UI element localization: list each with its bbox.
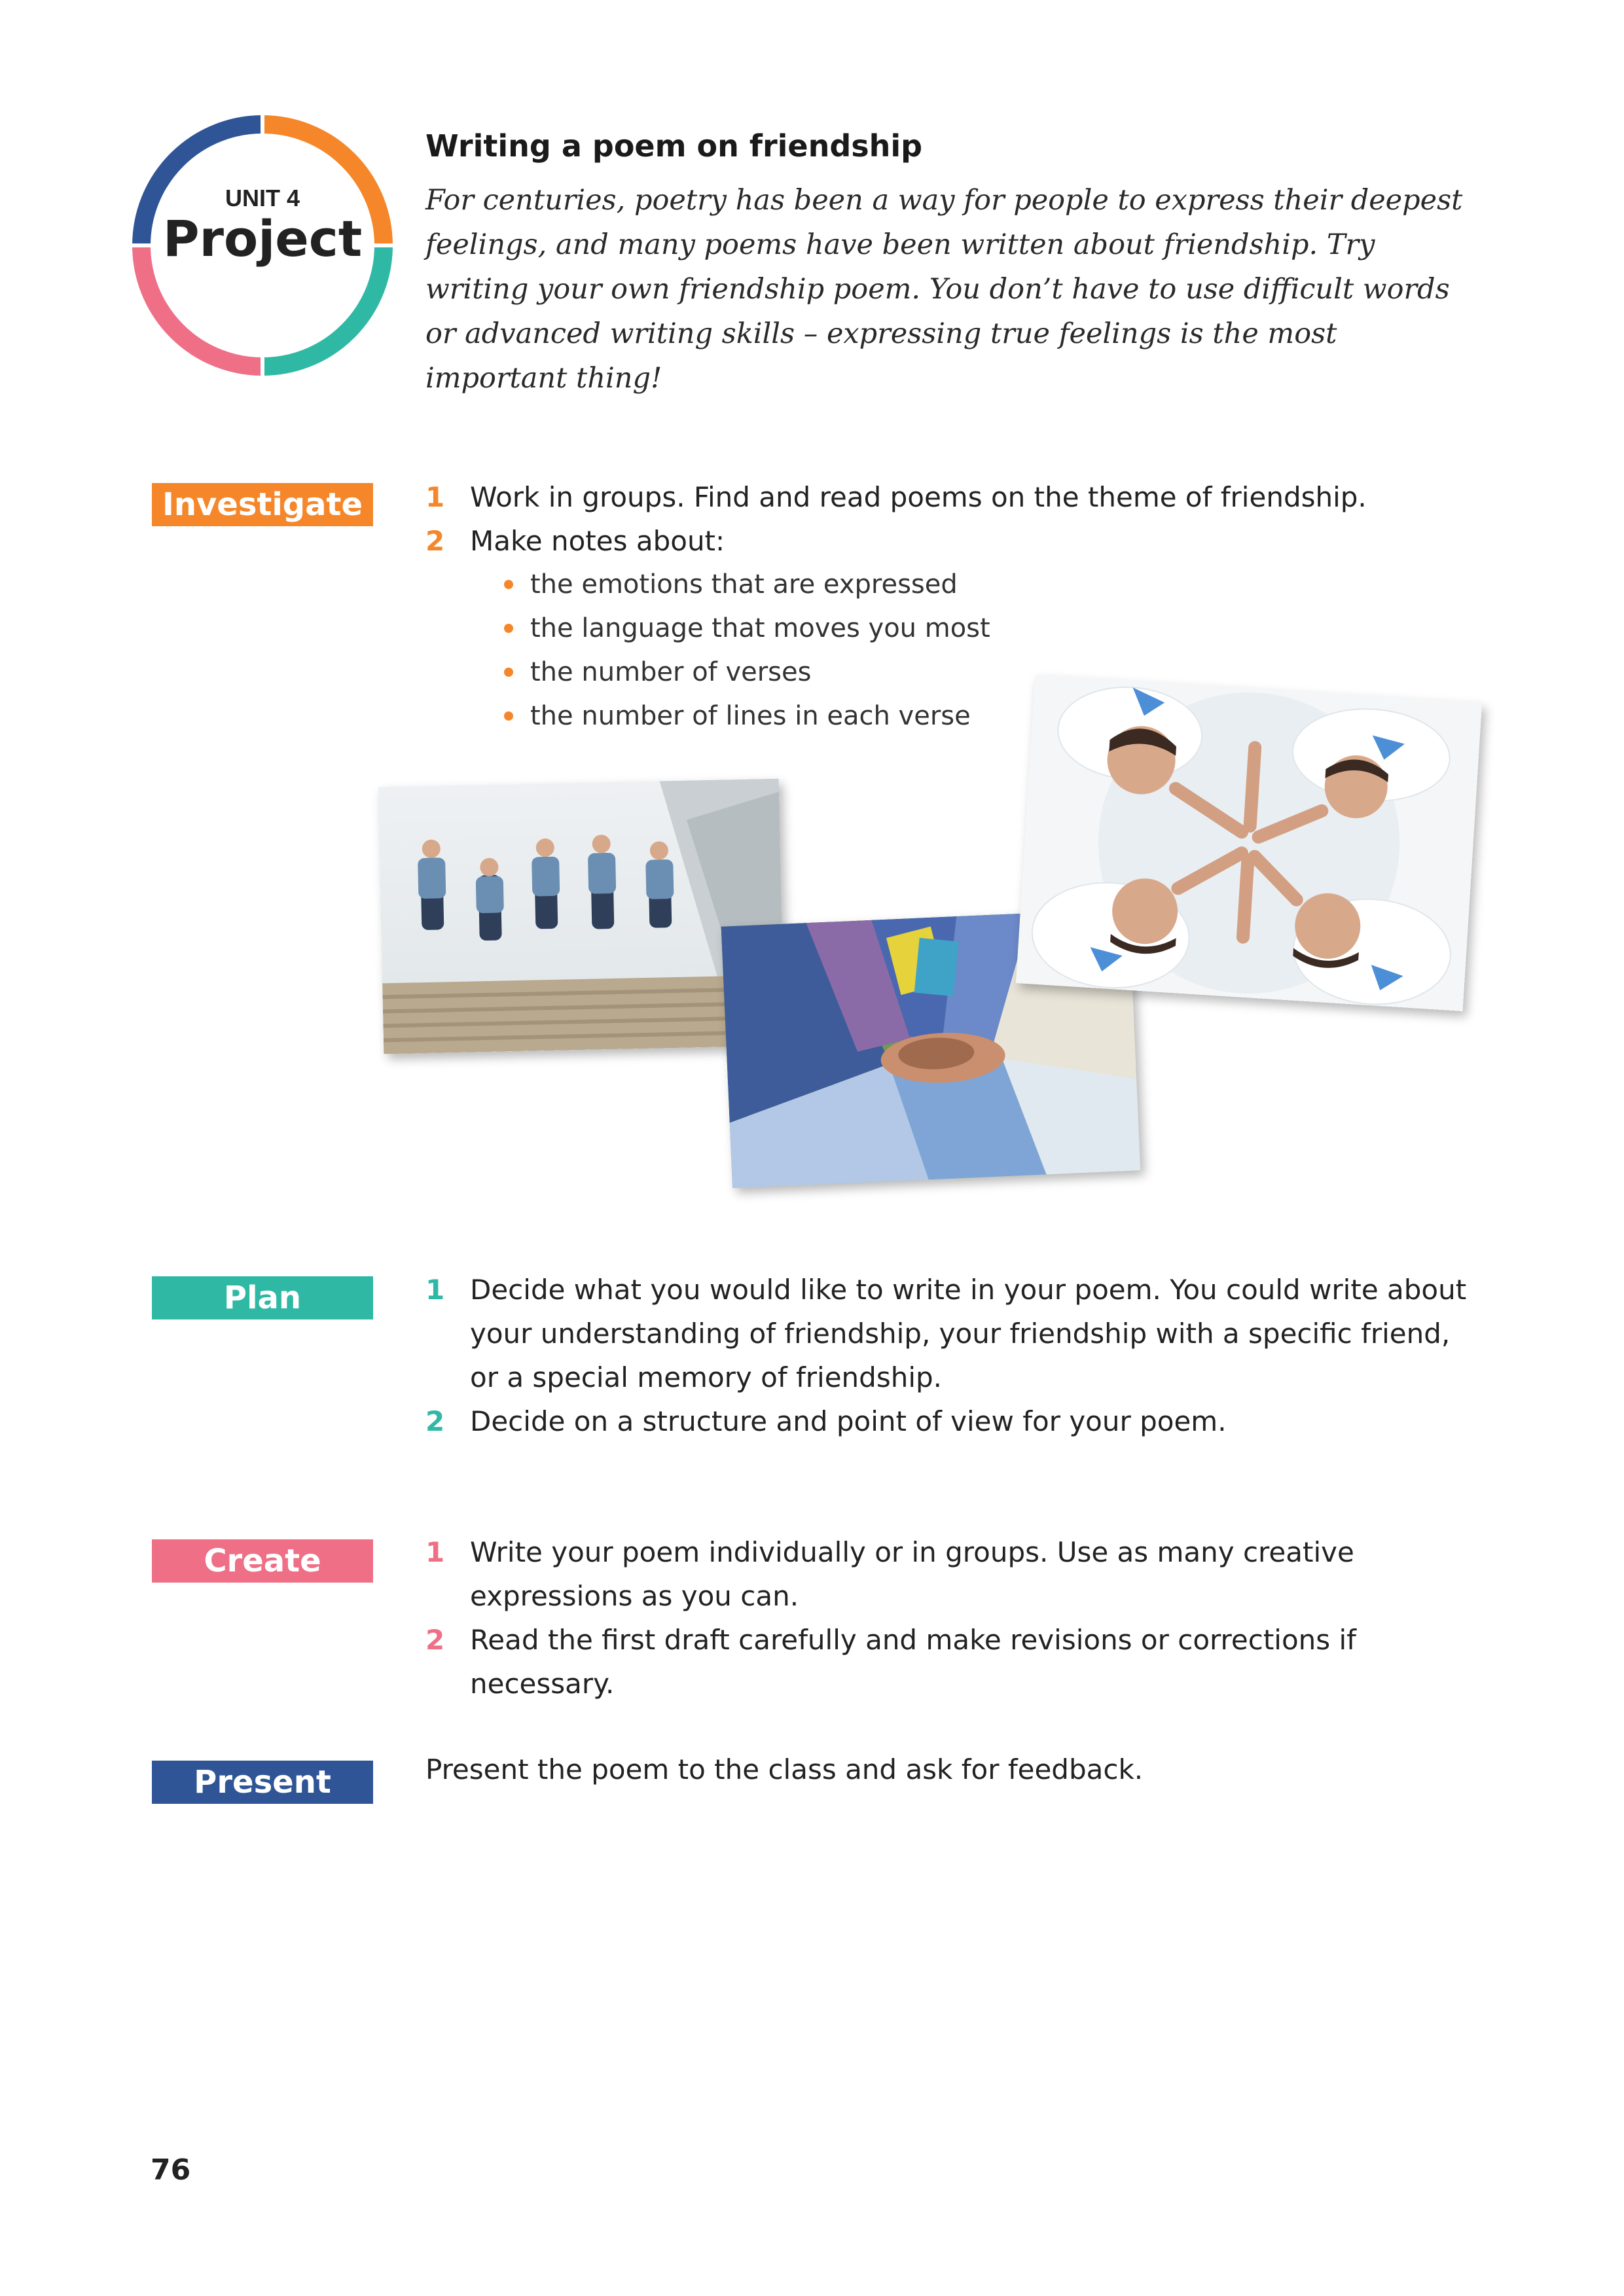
photo-friends-jumping-image — [378, 779, 784, 1054]
step-text: Make notes about: — [470, 525, 725, 557]
section-label-create: Create — [152, 1539, 373, 1583]
intro-paragraph: For centuries, poetry has been a way for people to express their deepest feelings, and many poems have been written about friendship. Try writing your own friendship poem. You don’t have to use difficult words or advanced writing skills – expressing true feelings is the most important thing! — [425, 184, 1463, 395]
step-item — [425, 1399, 1486, 1443]
step-number: 2 — [425, 525, 445, 557]
step-text: Decide what you would like to write in your poem. You could write about your understanding of friendship, your friendship with a specific friend, or a special memory of friendship. — [470, 1274, 1467, 1393]
bullet-item: the language that moves you most — [501, 607, 1486, 651]
photo-star-formation-image — [1016, 675, 1482, 1011]
plan-steps — [425, 1268, 1486, 1443]
photo-friends-jumping — [378, 779, 784, 1054]
badge-title: Project — [162, 209, 363, 268]
section-label-investigate: Investigate — [152, 483, 373, 526]
step-text: Read the first draft carefully and make revisions or corrections if necessary. — [470, 1624, 1356, 1700]
step-text: Write your poem individually or in groups. Use as many creative expressions as you can. — [470, 1536, 1354, 1612]
photo-star-formation — [1016, 675, 1482, 1011]
unit-badge — [128, 111, 397, 380]
step-item — [425, 1618, 1486, 1706]
page-number: 76 — [151, 2153, 191, 2187]
step-text: Decide on a structure and point of view for your poem. — [470, 1405, 1227, 1437]
present-text: Present the poem to the class and ask for feedback. — [425, 1753, 1144, 1785]
step-item — [425, 475, 1486, 519]
step-number: 1 — [425, 1274, 445, 1306]
step-number: 1 — [425, 481, 445, 513]
step-number: 1 — [425, 1536, 445, 1568]
step-item — [425, 1530, 1486, 1618]
step-number: 2 — [425, 1405, 445, 1437]
bullet-item: the emotions that are expressed — [501, 563, 1486, 607]
step-number: 2 — [425, 1624, 445, 1656]
page-title: Writing a poem on friendship — [425, 128, 923, 164]
section-label-plan: Plan — [152, 1276, 373, 1319]
badge-unit-label: UNIT 4 — [225, 185, 300, 211]
bullet-item: the number of verses — [501, 651, 1486, 694]
step-item — [425, 1268, 1486, 1399]
section-label-present: Present — [152, 1761, 373, 1804]
create-steps — [425, 1530, 1486, 1706]
step-text: Work in groups. Find and read poems on the theme of friendship. — [470, 481, 1367, 513]
bullet-item: the number of lines in each verse — [501, 694, 1486, 738]
